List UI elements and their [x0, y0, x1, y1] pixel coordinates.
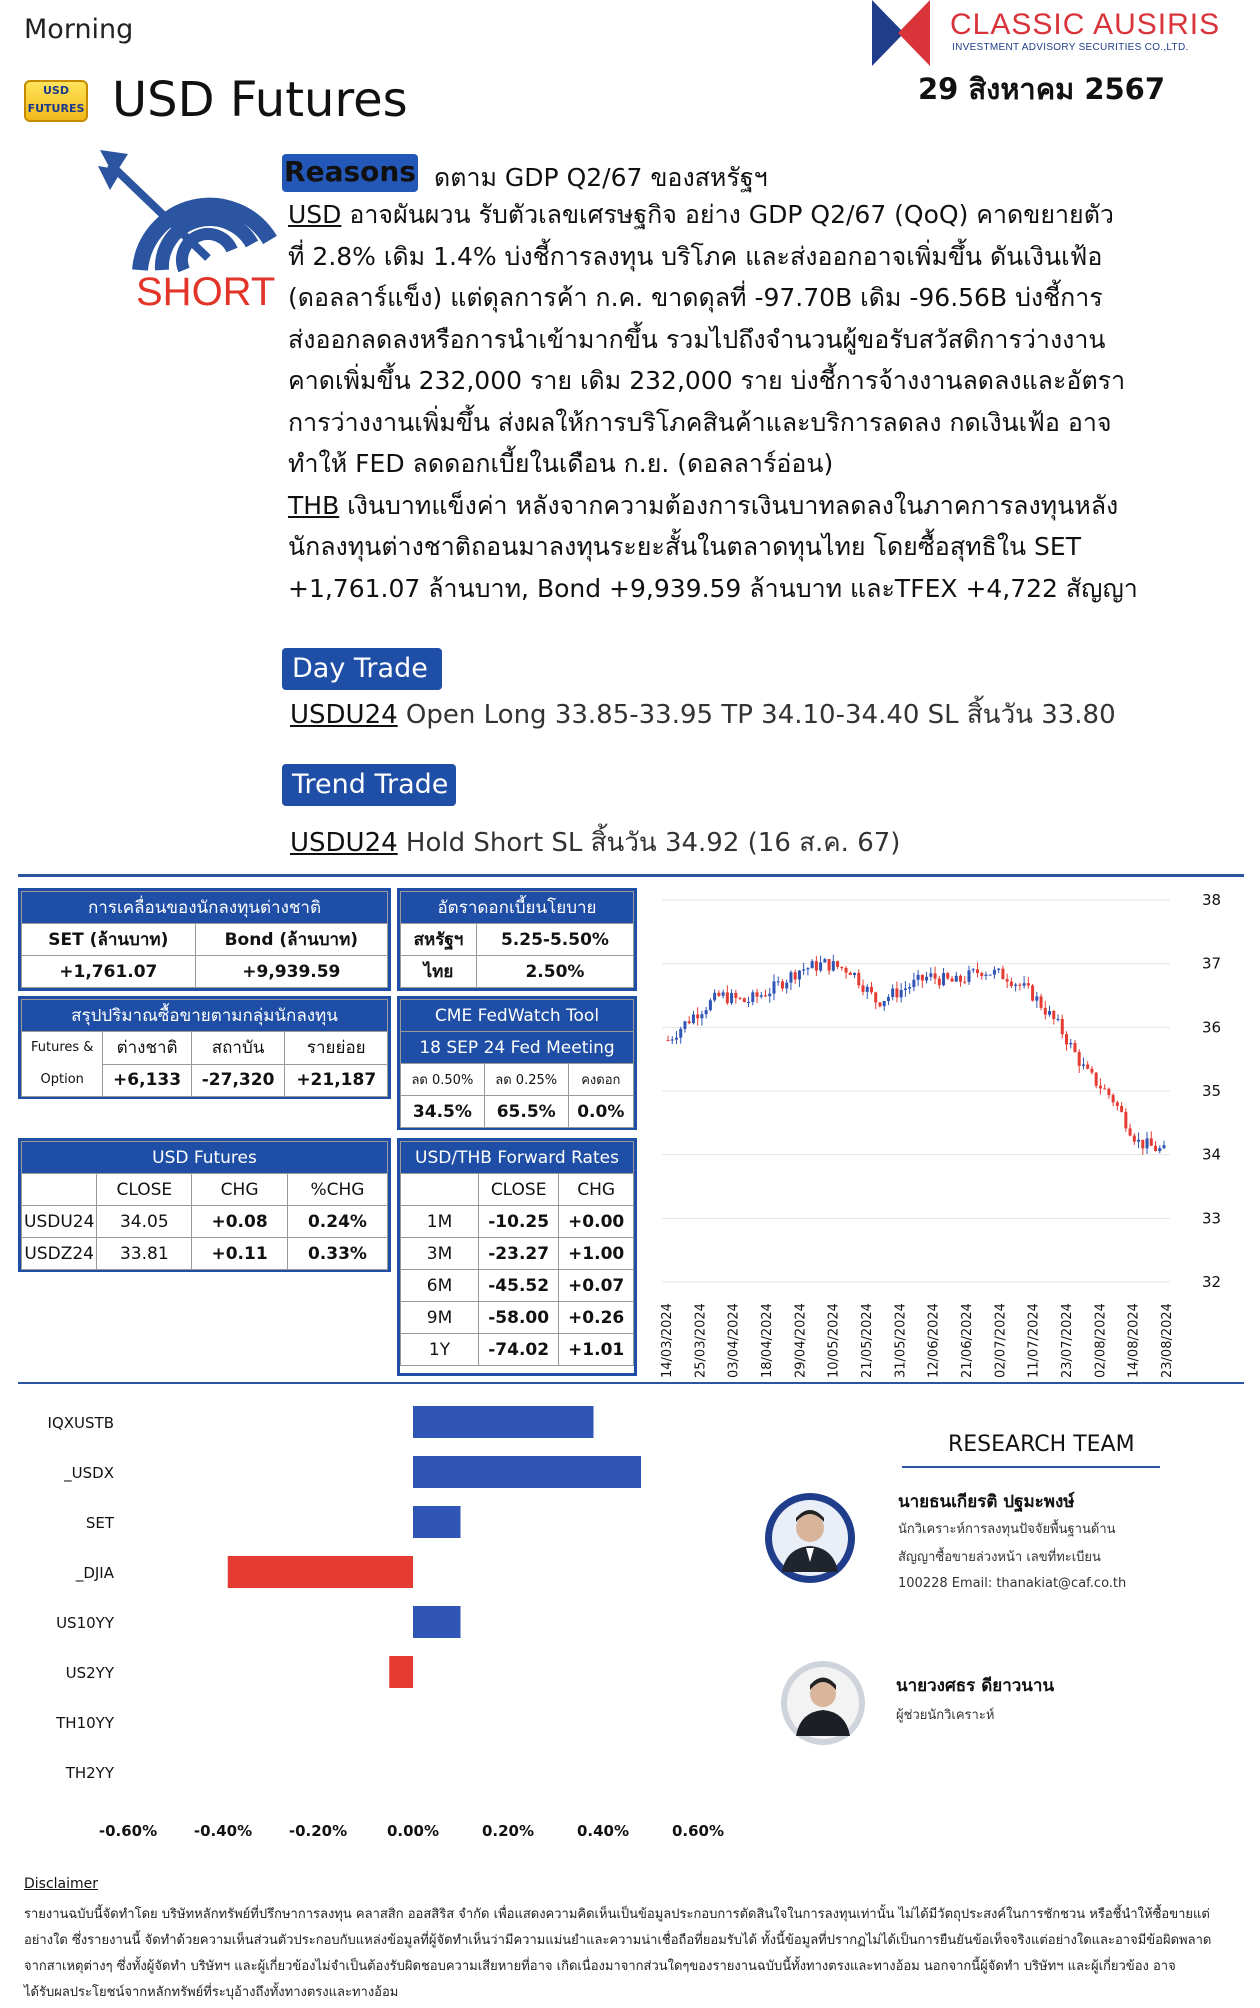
candle-body: [1107, 1089, 1110, 1095]
thb-tag: THB: [288, 490, 340, 520]
candle-body: [1069, 1043, 1072, 1044]
candle-body: [806, 968, 809, 969]
forward-chg: +0.00: [559, 1206, 634, 1238]
candle-body: [993, 970, 996, 975]
analyst-contact: 100228 Email: thanakiat@caf.co.th: [898, 1576, 1127, 1591]
candle-body: [1044, 1008, 1047, 1015]
reasons-label: Reasons: [282, 154, 418, 192]
candle-body: [1090, 1069, 1093, 1073]
investor-col-institution: สถาบัน: [191, 1032, 285, 1065]
target-dart-icon: [100, 140, 280, 280]
session-label: Morning: [24, 14, 134, 45]
thb-line-1: THB เงินบาทแข็งค่า หลังจากความต้องการเงินบาทลดลงในภาคการลงทุนหลัง: [288, 490, 1119, 520]
brand-name: CLASSIC AUSIRIS: [950, 8, 1221, 41]
candle-body: [900, 990, 903, 997]
bar-value-bar: [228, 1556, 413, 1588]
bar-x-tick-label: -0.60%: [98, 1822, 158, 1840]
trend-trade-line: USDU24 Hold Short SL สิ้นวัน 34.92 (16 ส.ค. 67): [290, 828, 901, 858]
usd-futures-chg: +0.08: [192, 1206, 288, 1238]
candle-body: [862, 985, 865, 992]
page-title: USD Futures: [112, 72, 408, 128]
candle-body: [1048, 1011, 1051, 1015]
candle-body: [866, 987, 869, 992]
candle-body: [1014, 985, 1017, 986]
candle-body: [705, 1010, 708, 1014]
candle-body: [951, 978, 954, 981]
fedwatch-col-cut25: ลด 0.25%: [484, 1064, 568, 1096]
candle-body: [811, 961, 814, 968]
candle-body: [828, 959, 831, 971]
forward-rates-title: USD/THB Forward Rates: [401, 1142, 634, 1174]
usd-futures-close: 33.81: [97, 1238, 192, 1270]
candle-body: [1133, 1136, 1136, 1142]
analyst-role-line-1: นักวิเคราะห์การลงทุนปัจจัยพื้นฐานด้าน: [898, 1522, 1116, 1537]
signal-label: SHORT: [136, 270, 276, 314]
forward-chg: +0.26: [559, 1302, 634, 1334]
fedwatch-hold-prob: 0.0%: [568, 1096, 633, 1128]
candle-body: [764, 995, 767, 996]
forward-tenor: 3M: [401, 1238, 479, 1270]
disclaimer-text: รายงานฉบับนี้จัดทำโดย บริษัทหลักทรัพย์ที่ปรึกษาการลงทุน คลาสสิก ออสสิริส จำกัด เพื่อแสดงความคิดเห็นเป็นข้อมูลประกอบการตัดสินใจในการลงทุนเท่านั้น ไม่ได้มีวัตถุประสงค์ในการชักชวน หรือชี้นำให้ซื้อขายแต่ อย่างใด ซึ่งรายงานนี้ จัดทำด้วยความเห็นส่วนตัวประกอบกับแหล่งข้อมูลที่ผู้จัดทำเห็นว่ามีความแม่นยำและความน่าเชื่อถือที่ยอมรับได้ ทั้งนี้ข้อมูลที่ปรากฏไม่ได้เป็นการยืนยันข้อเท็จจริงแต่อย่างใดและอาจมีข้อผิดพลาด จากสาเหตุต่างๆ ซึ่งทั้งผู้จัดทำ บริษัทฯ และผู้เกี่ยวข้องไม่จำเป็นต้องรับผิดชอบความเสียหายที่อาจ เกิดเนื่องมาจากส่วนใดๆของรายงานฉบับนี้ทั้งทางตรงและทางอ้อม นอกจากนี้ผู้จัดทำ บริษัทฯ และผู้เกี่ยวข้อง อาจ ได้รับผลประโยชน์จากหลักทรัพย์ที่ระบุอ้างถึงทั้งทางตรงและทางอ้อม: [24, 1907, 1212, 2000]
candle-body: [1146, 1138, 1149, 1148]
market-change-bar-chart: [18, 1390, 725, 1860]
candle-body: [976, 969, 979, 973]
usd-tag: USD: [288, 200, 342, 229]
candle-body: [1082, 1065, 1085, 1066]
candle-body: [1040, 996, 1043, 1007]
candle-body: [849, 973, 852, 975]
chart-x-tick-label: 14/03/2024: [660, 1303, 675, 1378]
candle-body: [730, 993, 733, 1003]
chart-x-tick-label: 31/05/2024: [893, 1303, 909, 1378]
candle-body: [785, 983, 788, 989]
usd-futures-symbol: USDZ24: [22, 1238, 97, 1270]
assistant-role: ผู้ช่วยนักวิเคราะห์: [896, 1708, 995, 1723]
usd-futures-col-close: CLOSE: [97, 1174, 192, 1206]
candle-body: [895, 988, 898, 997]
assistant-name: นายวงศธร ดียาวนาน: [896, 1676, 1055, 1696]
day-trade-symbol: USDU24: [290, 700, 398, 730]
foreign-flow-table: [21, 891, 388, 988]
investor-summary-table: [21, 999, 388, 1097]
usd-line-2: ที่ 2.8% เดิม 1.4% บ่งชี้การลงทุน บริโภค และส่งออกอาจเพิ่มขึ้น ดันเงินเฟ้อ: [288, 241, 1103, 271]
candle-body: [870, 987, 873, 992]
usd-futures-title: USD Futures: [22, 1142, 388, 1174]
candle-body: [739, 998, 742, 999]
candle-body: [1141, 1140, 1144, 1149]
usd-line-7: ทำให้ FED ลดดอกเบี้ยในเดือน ก.ย. (ดอลลาร์อ่อน): [288, 449, 834, 478]
candle-body: [751, 992, 754, 1002]
candle-body: [1116, 1102, 1119, 1106]
candle-body: [802, 969, 805, 970]
forward-col-close: CLOSE: [479, 1174, 559, 1206]
chart-y-tick-label: 34: [1202, 1145, 1222, 1164]
candle-body: [1052, 1011, 1055, 1019]
candle-body: [1001, 969, 1004, 980]
chart-x-tick-label: 25/03/2024: [693, 1303, 709, 1378]
chart-x-tick-label: 02/08/2024: [1093, 1303, 1109, 1378]
candle-body: [675, 1038, 678, 1040]
candle-body: [1129, 1128, 1132, 1135]
fedwatch-meeting: 18 SEP 24 Fed Meeting: [401, 1032, 634, 1064]
usd-futures-pct: 0.24%: [287, 1206, 387, 1238]
forward-tenor: 6M: [401, 1270, 479, 1302]
report-date: 29 สิงหาคม 2567: [918, 72, 1166, 106]
candle-body: [1154, 1146, 1157, 1151]
candle-body: [700, 1014, 703, 1018]
bar-x-tick-label: -0.40%: [193, 1822, 253, 1840]
candle-body: [823, 959, 826, 962]
bar-x-tick-label: 0.20%: [481, 1822, 535, 1840]
candle-body: [917, 975, 920, 980]
bar-category-label: IQXUSTB: [47, 1414, 114, 1432]
foreign-flow-col-bond: Bond (ล้านบาท): [195, 924, 387, 956]
candle-body: [984, 975, 987, 976]
candle-body: [840, 967, 843, 968]
candle-body: [955, 976, 958, 982]
candle-body: [777, 981, 780, 982]
candle-body: [912, 980, 915, 987]
candle-body: [717, 993, 720, 996]
forward-chg: +1.00: [559, 1238, 634, 1270]
investor-summary-row-label: Futures & Option: [22, 1032, 103, 1097]
day-trade-line: USDU24 Open Long 33.85-33.95 TP 34.10-34.40 SL สิ้นวัน 33.80: [290, 700, 1116, 730]
policy-rate-title: อัตราดอกเบี้ยนโยบาย: [401, 892, 634, 924]
candle-body: [891, 988, 894, 997]
candle-body: [772, 981, 775, 993]
candle-body: [857, 973, 860, 985]
analyst-name: นายธนเกียรติ ปฐมะพงษ์: [898, 1492, 1075, 1512]
candle-body: [734, 993, 737, 998]
bar-category-label: TH2YY: [65, 1764, 114, 1782]
candle-body: [904, 989, 907, 991]
chart-x-tick-label: 21/05/2024: [860, 1303, 875, 1378]
candle-body: [688, 1021, 691, 1023]
forward-col-chg: CHG: [559, 1174, 634, 1206]
foreign-flow-bond-value: +9,939.59: [195, 956, 387, 988]
usd-line-5: คาดเพิ่มขึ้น 232,000 ราย เดิม 232,000 ราย บ่งชี้การจ้างงานลดลงและอัตรา: [288, 366, 1126, 395]
candle-body: [743, 998, 746, 1002]
candle-body: [1057, 1019, 1060, 1020]
candle-body: [781, 981, 784, 988]
investor-institution-value: -27,320: [191, 1064, 285, 1097]
foreign-flow-col-set: SET (ล้านบาท): [22, 924, 196, 956]
candle-body: [908, 987, 911, 988]
candle-body: [853, 973, 856, 975]
usd-futures-col-blank: [22, 1174, 97, 1206]
brand-logo-icon: [872, 0, 930, 66]
candle-body: [929, 973, 932, 977]
research-team-title: RESEARCH TEAM: [948, 1432, 1135, 1457]
bar-category-label: TH10YY: [56, 1714, 114, 1732]
candle-body: [946, 973, 949, 978]
chart-x-tick-label: 18/04/2024: [760, 1303, 775, 1378]
candle-body: [1158, 1148, 1161, 1151]
forward-close: -23.27: [479, 1238, 559, 1270]
candle-body: [756, 992, 759, 996]
candle-body: [713, 993, 716, 1000]
candle-body: [1137, 1140, 1140, 1142]
candle-body: [921, 975, 924, 981]
chart-x-tick-label: 11/07/2024: [1026, 1303, 1042, 1378]
forward-close: -10.25: [479, 1206, 559, 1238]
forward-tenor: 9M: [401, 1302, 479, 1334]
candle-body: [942, 973, 945, 985]
usd-futures-pct: 0.33%: [287, 1238, 387, 1270]
chart-x-tick-label: 23/08/2024: [1160, 1303, 1175, 1378]
usd-analysis: [288, 194, 1148, 609]
investor-col-foreign: ต่างชาติ: [103, 1032, 191, 1065]
chart-x-tick-label: 03/04/2024: [726, 1303, 742, 1378]
candle-body: [768, 994, 771, 997]
candle-body: [819, 962, 822, 970]
candle-body: [667, 1040, 670, 1041]
candle-body: [815, 961, 818, 970]
thb-line-2: นักลงทุนต่างชาติถอนมาลงทุนระยะสั้นในตลาดทุนไทย โดยซื้อสุทธิใน SET: [288, 532, 1081, 561]
bar-value-bar: [413, 1456, 641, 1488]
chart-y-tick-label: 37: [1202, 954, 1222, 973]
usd-line-1: USD อาจผันผวน รับตัวเลขเศรษฐกิจ อย่าง GDP Q2/67 (QoQ) คาดขยายตัว: [288, 200, 1114, 229]
usd-line-3: (ดอลลาร์แข็ง) แต่ดุลการค้า ก.ค. ขาดดุลที่ -97.70B เดิม -96.56B บ่งชี้การ: [288, 283, 1103, 312]
candle-body: [972, 969, 975, 970]
candle-body: [1078, 1052, 1081, 1066]
day-trade-label: Day Trade: [282, 648, 442, 690]
fedwatch-col-cut50: ลด 0.50%: [401, 1064, 485, 1096]
candle-body: [989, 975, 992, 976]
bar-x-tick-label: -0.20%: [288, 1822, 348, 1840]
chart-y-tick-label: 33: [1202, 1209, 1222, 1228]
fedwatch-cut25-prob: 65.5%: [484, 1096, 568, 1128]
candle-body: [934, 973, 937, 978]
chart-y-tick-label: 35: [1202, 1082, 1222, 1100]
candle-body: [959, 976, 962, 982]
investor-foreign-value: +6,133: [103, 1064, 191, 1097]
fedwatch-cut50-prob: 34.5%: [401, 1096, 485, 1128]
usd-futures-table: [21, 1141, 388, 1270]
candle-body: [1010, 982, 1013, 986]
bar-x-tick-label: 0.00%: [386, 1822, 440, 1840]
candle-body: [794, 972, 797, 979]
bar-value-bar: [413, 1506, 461, 1538]
candle-body: [1163, 1145, 1166, 1148]
candle-body: [1035, 996, 1038, 1000]
forward-tenor: 1M: [401, 1206, 479, 1238]
candle-body: [845, 968, 848, 973]
usd-futures-close: 34.05: [97, 1206, 192, 1238]
usd-futures-symbol: USDU24: [22, 1206, 97, 1238]
trend-trade-symbol: USDU24: [290, 828, 398, 858]
investor-col-retail: รายย่อย: [285, 1032, 388, 1065]
candle-body: [883, 1001, 886, 1006]
brand-subtitle: INVESTMENT ADVISORY SECURITIES CO.,LTD.: [952, 42, 1189, 53]
candle-body: [1099, 1086, 1102, 1089]
usd-line-4: ส่งออกลดลงหรือการนำเข้ามากขึ้น รวมไปถึงจำนวนผู้ขอรับสวัสดิการว่างงาน: [288, 324, 1106, 354]
candle-body: [1095, 1073, 1098, 1086]
fedwatch-table: [400, 999, 634, 1128]
section-divider: [18, 874, 1244, 877]
candle-body: [925, 977, 928, 981]
candle-body: [1073, 1043, 1076, 1052]
bar-category-label: SET: [85, 1514, 114, 1532]
candle-body: [1061, 1019, 1064, 1034]
candle-body: [1031, 985, 1034, 1000]
forward-rates-table: [400, 1141, 634, 1366]
foreign-flow-title: การเคลื่อนของนักลงทุนต่างชาติ: [22, 892, 388, 924]
chart-y-tick-label: 38: [1202, 891, 1222, 909]
chart-x-tick-label: 12/06/2024: [926, 1303, 942, 1378]
candle-body: [683, 1021, 686, 1029]
usd-futures-chg: +0.11: [192, 1238, 288, 1270]
candle-body: [679, 1029, 682, 1038]
candle-body: [671, 1040, 674, 1041]
candle-body: [1112, 1095, 1115, 1102]
candle-body: [1018, 985, 1021, 986]
analyst-role-line-2: สัญญาซื้อขายล่วงหน้า เลขที่ทะเบียน: [898, 1550, 1101, 1565]
candle-body: [963, 982, 966, 983]
candle-body: [1086, 1065, 1089, 1069]
candle-body: [832, 961, 835, 970]
chart-x-tick-label: 29/04/2024: [793, 1303, 809, 1378]
bar-category-label: US10YY: [56, 1614, 114, 1632]
policy-rate-country: สหรัฐฯ: [401, 924, 477, 956]
disclaimer-title: Disclaimer: [24, 1876, 99, 1892]
candle-body: [1065, 1034, 1068, 1044]
policy-rate-value: 5.25-5.50%: [476, 924, 633, 956]
fedwatch-title: CME FedWatch Tool: [401, 1000, 634, 1032]
chart-x-tick-label: 02/07/2024: [993, 1303, 1009, 1378]
candle-body: [760, 995, 763, 996]
candle-body: [836, 961, 839, 967]
usd-futures-col-pct: %CHG: [287, 1174, 387, 1206]
forward-close: -74.02: [479, 1334, 559, 1366]
chart-y-tick-label: 36: [1202, 1018, 1222, 1037]
section-divider: [18, 1382, 1244, 1384]
candle-body: [1023, 983, 1026, 985]
investor-retail-value: +21,187: [285, 1064, 388, 1097]
policy-rate-table: [400, 891, 634, 988]
research-team-underline: [902, 1466, 1160, 1468]
candle-body: [878, 1002, 881, 1006]
candle-body: [1120, 1106, 1123, 1112]
investor-summary-title: สรุปปริมาณซื้อขายตามกลุ่มนักลงทุน: [22, 1000, 388, 1032]
candle-body: [887, 997, 890, 1001]
candle-body: [1027, 983, 1030, 985]
usdthb-candlestick-chart: [650, 880, 1250, 1380]
forward-chg: +1.01: [559, 1334, 634, 1366]
candle-body: [1006, 979, 1009, 981]
candle-body: [874, 992, 877, 1002]
bar-x-tick-label: 0.60%: [671, 1822, 725, 1840]
candle-body: [980, 973, 983, 976]
chart-x-tick-label: 14/08/2024: [1126, 1303, 1142, 1378]
policy-rate-country: ไทย: [401, 956, 477, 988]
bar-category-label: _USDX: [64, 1464, 114, 1482]
usd-futures-col-chg: CHG: [192, 1174, 288, 1206]
forward-close: -58.00: [479, 1302, 559, 1334]
bar-value-bar: [413, 1406, 594, 1438]
policy-rate-value: 2.50%: [476, 956, 633, 988]
candle-body: [726, 992, 729, 1003]
candle-body: [1103, 1088, 1106, 1089]
bar-value-bar: [413, 1606, 461, 1638]
candle-body: [747, 1002, 750, 1003]
bar-category-label: US2YY: [65, 1664, 114, 1682]
forward-tenor: 1Y: [401, 1334, 479, 1366]
forward-col-blank: [401, 1174, 479, 1206]
forward-close: -45.52: [479, 1270, 559, 1302]
chart-y-tick-label: 32: [1202, 1273, 1222, 1291]
assistant-avatar: [780, 1660, 866, 1746]
chart-x-tick-label: 10/05/2024: [826, 1303, 842, 1378]
usd-line-6: การว่างงานเพิ่มขึ้น ส่งผลให้การบริโภคสินค้าและบริการลดลง กดเงินเฟ้อ อาจ: [288, 407, 1112, 437]
bar-x-tick-label: 0.40%: [576, 1822, 630, 1840]
candle-body: [722, 992, 725, 995]
usd-futures-badge-icon: USD FUTURES: [24, 80, 88, 122]
forward-chg: +0.07: [559, 1270, 634, 1302]
chart-x-tick-label: 21/06/2024: [960, 1303, 975, 1378]
chart-x-tick-label: 23/07/2024: [1060, 1303, 1075, 1378]
foreign-flow-set-value: +1,761.07: [22, 956, 196, 988]
candle-body: [798, 971, 801, 980]
candle-body: [1150, 1138, 1153, 1145]
thb-line-3: +1,761.07 ล้านบาท, Bond +9,939.59 ล้านบาท และTFEX +4,722 สัญญา: [288, 573, 1138, 603]
fedwatch-col-hold: คงดอก: [568, 1064, 633, 1096]
candle-body: [789, 972, 792, 982]
candle-body: [1124, 1112, 1127, 1128]
bar-value-bar: [389, 1656, 413, 1688]
candle-body: [692, 1014, 695, 1023]
candle-body: [696, 1014, 699, 1018]
reasons-headline: ดตาม GDP Q2/67 ของสหรัฐฯ: [434, 163, 768, 192]
candle-body: [709, 1000, 712, 1010]
candle-body: [938, 979, 941, 986]
candle-body: [967, 970, 970, 982]
analyst-avatar: [764, 1492, 856, 1584]
bar-category-label: _DJIA: [75, 1564, 114, 1582]
candle-body: [997, 969, 1000, 970]
trend-trade-label: Trend Trade: [282, 764, 456, 806]
